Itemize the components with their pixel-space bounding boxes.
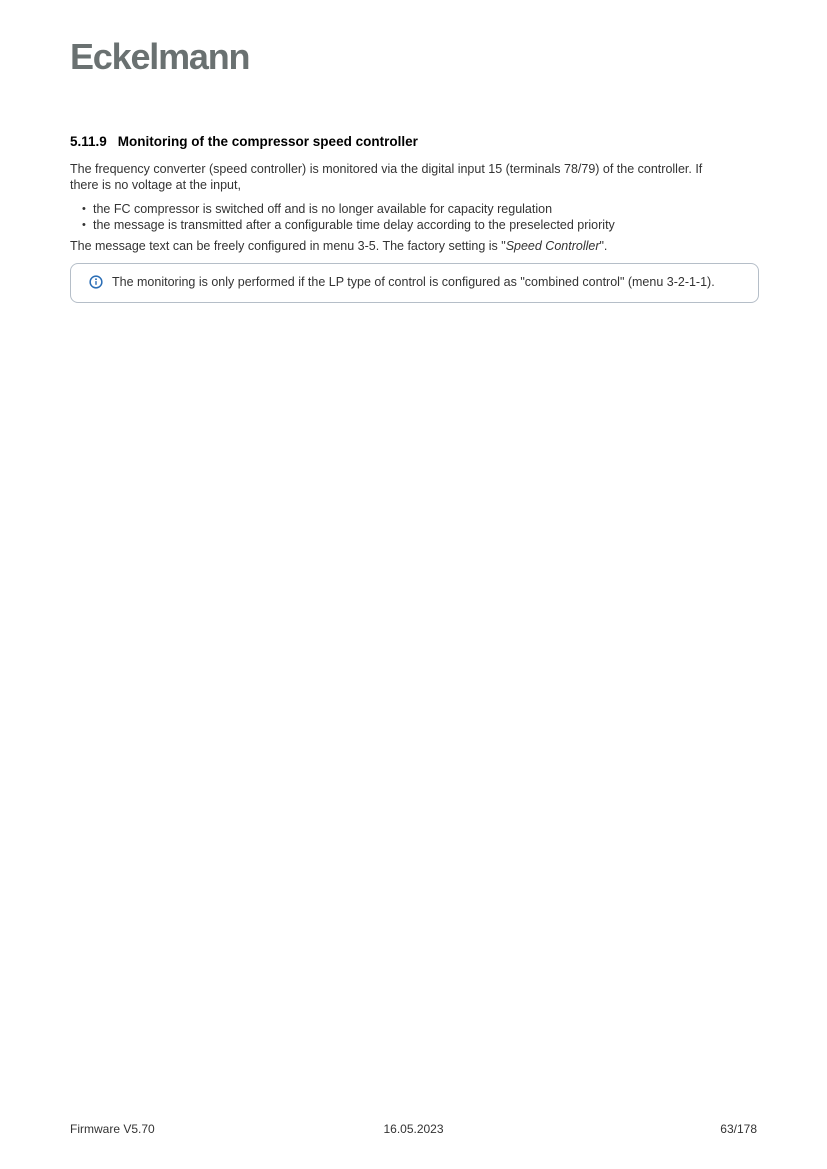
message-text-paragraph xyxy=(70,239,715,255)
section-heading xyxy=(70,133,757,150)
section-number: 5.11.9 xyxy=(70,134,107,149)
list-item: • the message is transmitted after a configurable time delay according to the preselected priority xyxy=(82,218,757,234)
page-content xyxy=(0,0,827,303)
eckelmann-logo: Eckelmann xyxy=(70,36,250,77)
footer-firmware-version: Firmware V5.70 xyxy=(70,1122,155,1136)
info-icon xyxy=(89,275,103,289)
paragraph-text: The message text can be freely configured in menu 3-5. The factory setting is " xyxy=(70,239,506,253)
footer-date: 16.05.2023 xyxy=(383,1122,444,1136)
page-footer xyxy=(70,1122,757,1137)
info-note-text: The monitoring is only performed if the LP type of control is configured as "combined control" (menu 3-2-1-1). xyxy=(112,274,715,289)
list-item: • the FC compressor is switched off and is no longer available for capacity regulation xyxy=(82,202,757,218)
section-title: Monitoring of the compressor speed controller xyxy=(117,134,418,149)
paragraph-text: ". xyxy=(599,239,608,253)
bullet-list xyxy=(70,202,757,233)
info-note-box xyxy=(70,263,759,304)
intro-paragraph: The frequency converter (speed controller) is monitored via the digital input 15 (terminals 78/79) of the controller. If there is no voltage at the input, xyxy=(70,162,703,192)
factory-setting-value: Speed Controller xyxy=(505,239,600,253)
footer-page-number: 63/178 xyxy=(720,1122,757,1136)
